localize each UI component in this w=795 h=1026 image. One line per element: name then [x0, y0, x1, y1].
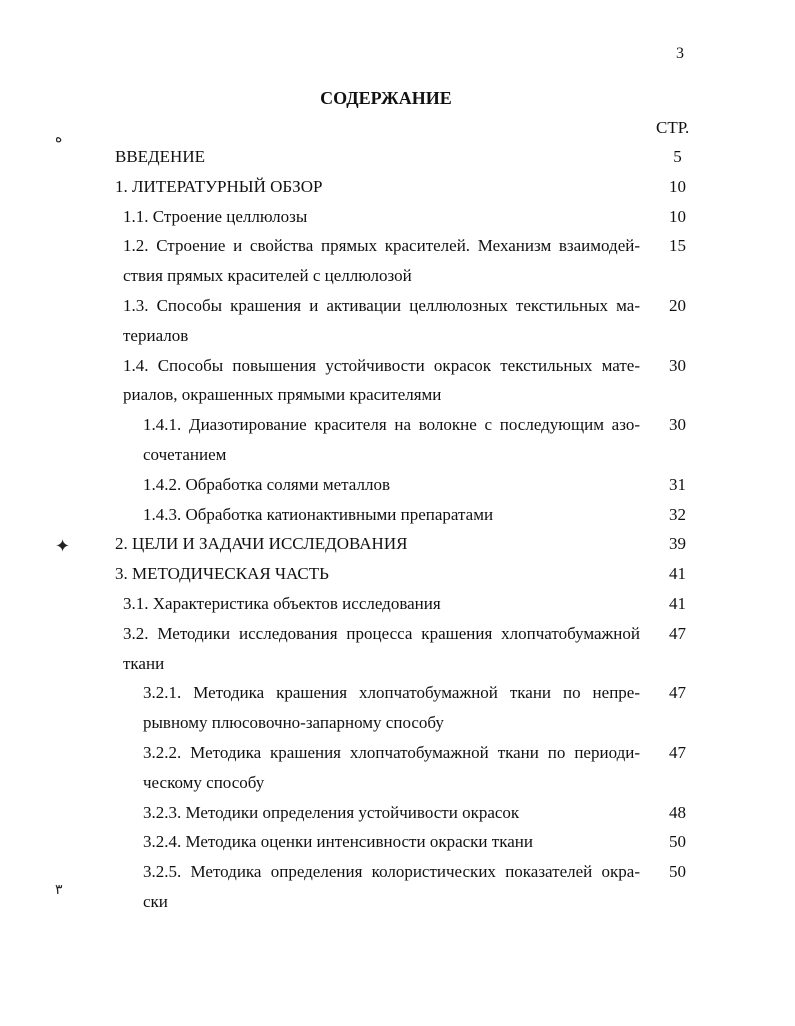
toc-entry-text: 2. ЦЕЛИ И ЗАДАЧИ ИССЛЕДОВАНИЯ — [115, 534, 408, 554]
toc-entry-text: 1.4.1. Диазотирование красителя на волокне с последующим азо- — [143, 415, 640, 435]
toc-entry-text: 3.2. Методики исследования процесса крашения хлопчатобумажной — [123, 623, 640, 643]
toc-entry-page: 48 — [669, 802, 686, 822]
toc-entry-page: 41 — [669, 593, 686, 613]
toc-entry-page: 47 — [669, 683, 686, 703]
page-number: 3 — [676, 45, 684, 62]
toc-entry — [0, 798, 795, 828]
toc-entry-continuation — [0, 261, 795, 291]
toc-entry-text: риалов, окрашенных прямыми красителями — [123, 385, 442, 405]
toc-entry-page: 5 — [673, 147, 682, 166]
toc-entry-continuation — [0, 321, 795, 351]
toc-entry-text: 1.4.2. Обработка солями металлов — [143, 474, 390, 494]
toc-entry — [0, 619, 795, 649]
toc-entry-page: 15 — [669, 236, 686, 256]
toc-entry — [0, 470, 795, 500]
toc-entry-text: ческому способу — [143, 772, 265, 792]
scan-artifact-mark: ٣ — [55, 883, 63, 898]
toc-entry-page: 50 — [669, 832, 686, 852]
toc-entry-text: 3.2.1. Методика крашения хлопчатобумажной ткани по непре- — [143, 683, 640, 703]
toc-entry-page: 31 — [669, 474, 686, 494]
toc-entry-text: 3. МЕТОДИЧЕСКАЯ ЧАСТЬ — [115, 564, 329, 584]
scan-artifact-mark: ه — [55, 131, 63, 146]
toc-entry — [0, 738, 795, 768]
toc-entry-page: 10 — [669, 206, 686, 226]
toc-entry-text: 1.4.3. Обработка катионактивными препаратами — [143, 504, 494, 524]
toc-entry-text: 3.2.3. Методики определения устойчивости окрасок — [143, 802, 520, 822]
toc-entry — [0, 559, 795, 589]
table-of-contents — [0, 142, 795, 917]
toc-entry-continuation — [0, 649, 795, 679]
toc-entry-page: 47 — [669, 623, 686, 643]
toc-entry-text: сочетанием — [143, 444, 227, 464]
toc-entry-text: ткани — [123, 653, 165, 673]
toc-entry-text: 3.1. Характеристика объектов исследования — [123, 593, 441, 613]
toc-entry-text: 1.2. Строение и свойства прямых красителей. Механизм взаимодей- — [123, 236, 640, 256]
toc-entry — [0, 589, 795, 619]
toc-entry-page: 10 — [669, 176, 686, 196]
page-title: СОДЕРЖАНИЕ — [320, 88, 452, 108]
page-column-header: СТР. — [656, 118, 690, 137]
toc-entry-continuation — [0, 708, 795, 738]
toc-entry-text: 3.2.5. Методика определения колористических показателей окра- — [143, 862, 640, 882]
toc-entry — [0, 827, 795, 857]
toc-entry-page: 39 — [669, 534, 686, 554]
toc-entry-page: 41 — [669, 564, 686, 584]
toc-entry-page: 32 — [669, 504, 686, 524]
toc-entry-text: териалов — [123, 325, 189, 345]
toc-entry-continuation — [0, 440, 795, 470]
toc-entry-text: 1.1. Строение целлюлозы — [123, 206, 308, 226]
toc-entry — [0, 351, 795, 381]
toc-entry-text: ствия прямых красителей с целлюлозой — [123, 266, 412, 286]
toc-entry-page: 47 — [669, 742, 686, 762]
toc-entry-text: 3.2.2. Методика крашения хлопчатобумажной ткани по периоди- — [143, 742, 640, 762]
toc-entry — [0, 142, 795, 172]
toc-entry-text: ски — [143, 891, 168, 911]
toc-entry-text: 1. ЛИТЕРАТУРНЫЙ ОБЗОР — [115, 176, 323, 196]
toc-entry-page: 20 — [669, 295, 686, 315]
toc-entry-page: 30 — [669, 415, 686, 435]
toc-entry — [0, 678, 795, 708]
toc-entry — [0, 231, 795, 261]
toc-entry-continuation — [0, 380, 795, 410]
toc-entry — [0, 410, 795, 440]
toc-entry-text: рывному плюсовочно-запарному способу — [143, 713, 444, 733]
toc-entry-text: 1.3. Способы крашения и активации целлюлозных текстильных ма- — [123, 295, 640, 315]
toc-entry-continuation — [0, 768, 795, 798]
toc-entry-continuation — [0, 887, 795, 917]
toc-entry — [0, 172, 795, 202]
toc-entry-text: 3.2.4. Методика оценки интенсивности окраски ткани — [143, 832, 533, 852]
toc-entry-text: ВВЕДЕНИЕ — [115, 147, 205, 166]
toc-entry — [0, 202, 795, 232]
toc-entry — [0, 291, 795, 321]
toc-entry-page: 30 — [669, 355, 686, 375]
toc-entry — [0, 529, 795, 559]
toc-entry — [0, 500, 795, 530]
scan-artifact-mark: ✦ — [55, 536, 71, 556]
toc-entry-text: 1.4. Способы повышения устойчивости окрасок текстильных мате- — [123, 355, 640, 375]
toc-entry-page: 50 — [669, 862, 686, 882]
toc-entry — [0, 857, 795, 887]
